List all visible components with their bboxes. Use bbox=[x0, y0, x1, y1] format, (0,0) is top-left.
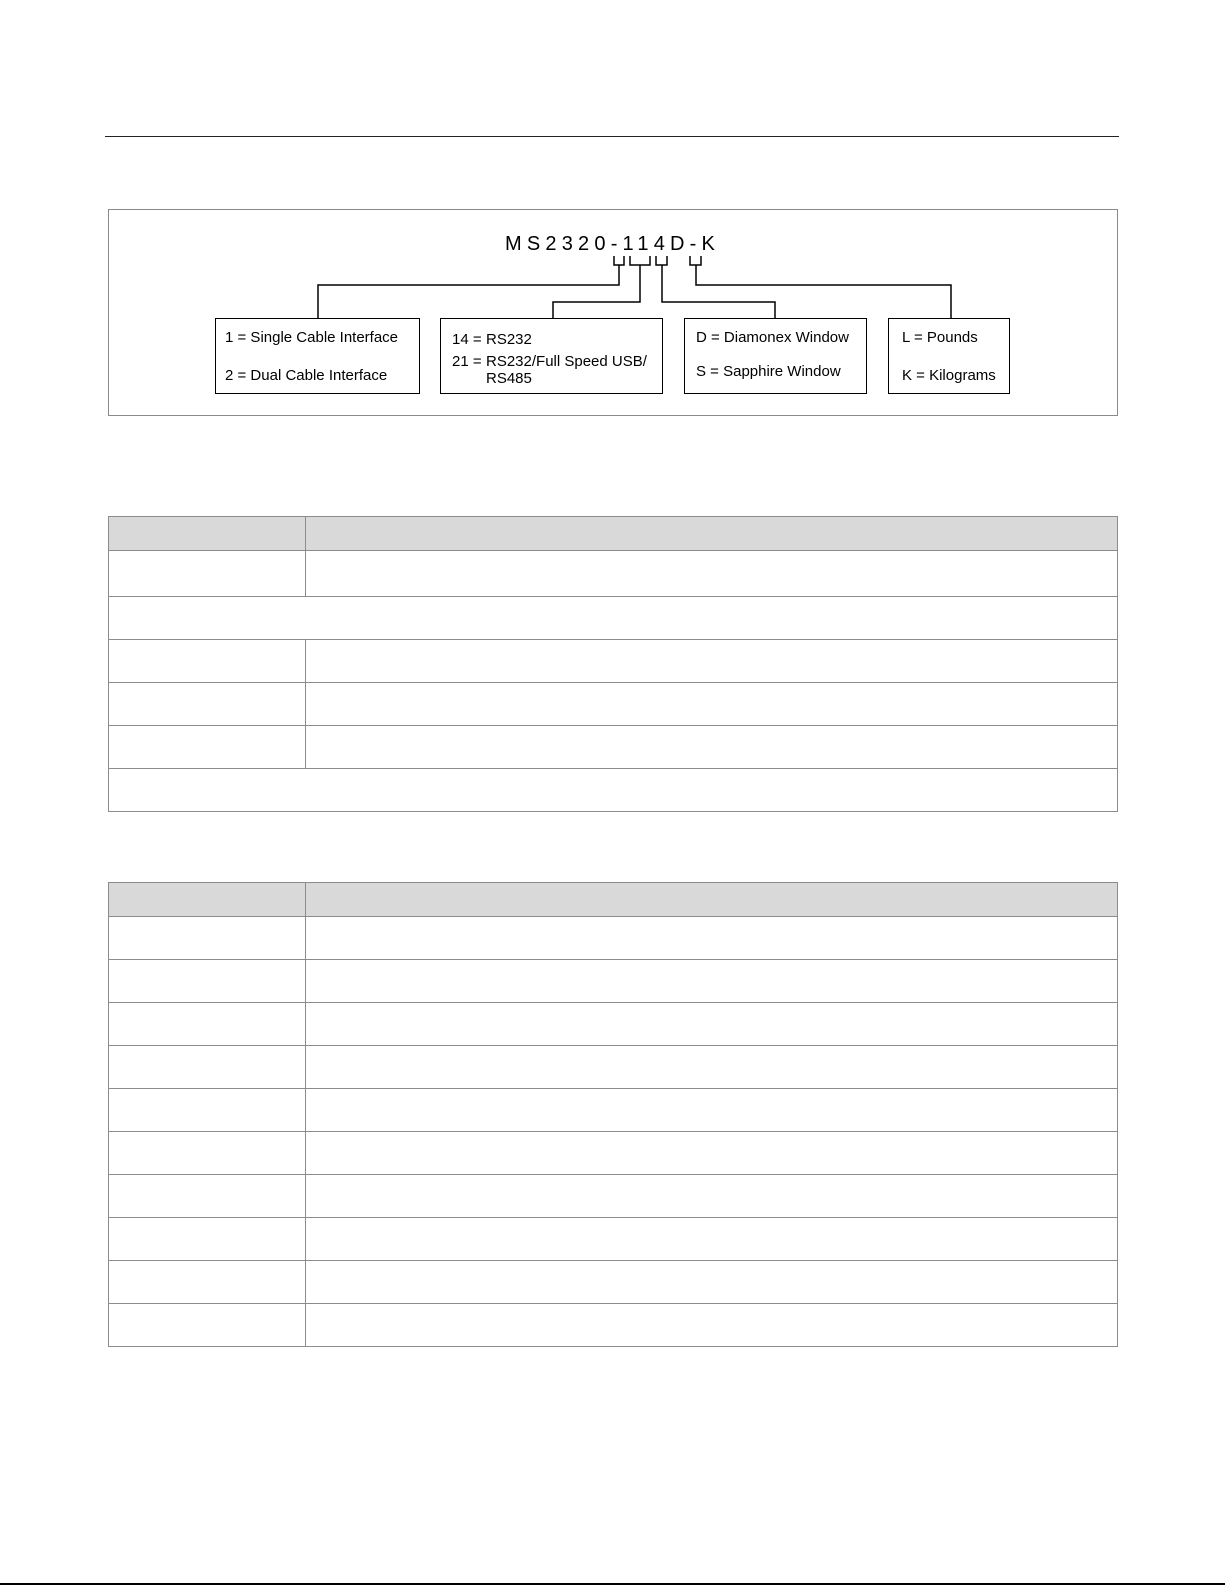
table-cell bbox=[109, 917, 306, 960]
specifications-table-2 bbox=[108, 882, 1118, 1347]
leader-units bbox=[696, 265, 951, 318]
communication-option: RS232/Full Speed USB/ bbox=[486, 353, 647, 370]
window-option: D = Diamonex Window bbox=[696, 329, 849, 346]
table-cell bbox=[109, 683, 306, 726]
table-cell bbox=[306, 1046, 1118, 1089]
table-row bbox=[109, 1261, 1118, 1304]
table-cell bbox=[109, 1304, 306, 1347]
table-cell bbox=[306, 1003, 1118, 1046]
table-row bbox=[109, 726, 1118, 769]
table-cell bbox=[109, 551, 306, 597]
table-cell bbox=[109, 960, 306, 1003]
table-cell bbox=[109, 1089, 306, 1132]
table-cell bbox=[306, 683, 1118, 726]
units-option: L = Pounds bbox=[902, 329, 978, 346]
leader-interface bbox=[318, 265, 619, 318]
communication-option: RS232 bbox=[486, 331, 532, 348]
table-cell bbox=[109, 597, 1118, 640]
table-cell bbox=[306, 1175, 1118, 1218]
table-cell bbox=[306, 726, 1118, 769]
table-cell bbox=[109, 640, 306, 683]
table-cell bbox=[306, 917, 1118, 960]
table-cell bbox=[306, 1261, 1118, 1304]
table-cell bbox=[109, 769, 1118, 812]
table-header-row bbox=[109, 517, 1118, 551]
table-cell bbox=[306, 640, 1118, 683]
communication-option: RS485 bbox=[486, 370, 532, 387]
table-cell bbox=[306, 960, 1118, 1003]
interface-option: 2 = Dual Cable Interface bbox=[225, 367, 388, 384]
table-row bbox=[109, 917, 1118, 960]
table-row bbox=[109, 640, 1118, 683]
table-header-cell bbox=[109, 883, 306, 917]
bracket-interface bbox=[614, 256, 624, 265]
table-row bbox=[109, 1046, 1118, 1089]
table-row bbox=[109, 1089, 1118, 1132]
table-cell bbox=[109, 1218, 306, 1261]
leader-communication bbox=[553, 265, 640, 318]
table-cell bbox=[306, 1089, 1118, 1132]
leader-window bbox=[662, 265, 775, 318]
units-options-box bbox=[888, 318, 1010, 394]
table-row bbox=[109, 683, 1118, 726]
table-cell bbox=[306, 1304, 1118, 1347]
bracket-units bbox=[690, 256, 701, 265]
table-cell bbox=[306, 1132, 1118, 1175]
table-cell bbox=[109, 1261, 306, 1304]
bracket-communication bbox=[630, 256, 650, 265]
table-row bbox=[109, 551, 1118, 597]
table-cell bbox=[306, 1218, 1118, 1261]
table-cell bbox=[306, 551, 1118, 597]
table-header-row bbox=[109, 883, 1118, 917]
table-header-cell bbox=[109, 517, 306, 551]
table-row bbox=[109, 1132, 1118, 1175]
window-options-box bbox=[684, 318, 867, 394]
bracket-window bbox=[656, 256, 667, 265]
units-option: K = Kilograms bbox=[902, 367, 996, 384]
table-cell bbox=[109, 726, 306, 769]
table-cell bbox=[109, 1175, 306, 1218]
table-row bbox=[109, 1003, 1118, 1046]
table-cell bbox=[109, 1046, 306, 1089]
table-row bbox=[109, 960, 1118, 1003]
table-row bbox=[109, 1218, 1118, 1261]
table-header-cell bbox=[306, 883, 1118, 917]
table-row bbox=[109, 1304, 1118, 1347]
communication-code: 14 = bbox=[452, 331, 482, 348]
window-option: S = Sapphire Window bbox=[696, 363, 841, 380]
interface-option: 1 = Single Cable Interface bbox=[225, 329, 399, 346]
specifications-table-1 bbox=[108, 516, 1118, 812]
table-row bbox=[109, 1175, 1118, 1218]
table-cell bbox=[109, 1003, 306, 1046]
communication-options-box bbox=[440, 318, 663, 394]
part-number: MS2320-114D-K bbox=[505, 233, 721, 255]
interface-options-box bbox=[215, 318, 420, 394]
communication-code: 21 = bbox=[452, 353, 482, 370]
table-row bbox=[109, 769, 1118, 812]
table-row bbox=[109, 597, 1118, 640]
table-header-cell bbox=[306, 517, 1118, 551]
table-cell bbox=[109, 1132, 306, 1175]
